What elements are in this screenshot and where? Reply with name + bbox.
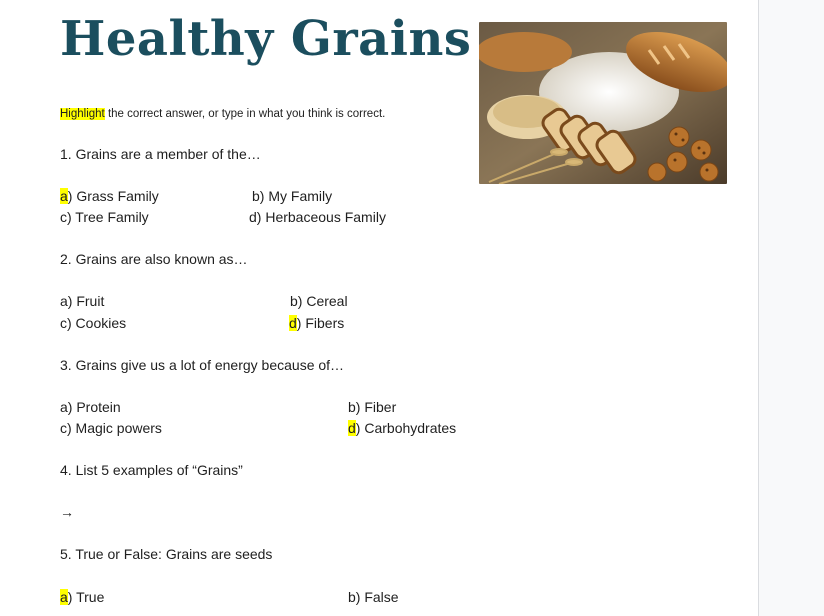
grains-bread-illustration (479, 22, 727, 184)
q2-d-letter-highlighted: d (289, 315, 297, 331)
q3-option-a: a) Protein (60, 399, 121, 415)
question-4: 4. List 5 examples of “Grains” (60, 462, 243, 478)
grains-bread-image[interactable] (479, 22, 727, 184)
q3-d-letter-highlighted: d (348, 420, 356, 436)
highlighted-word: Highlight (60, 108, 105, 120)
q3-option-c: c) Magic powers (60, 420, 162, 436)
q5-option-a-row (60, 588, 399, 606)
question-2: 2. Grains are also known as… (60, 251, 248, 267)
q4-answer-field[interactable]: → (60, 504, 74, 520)
q3-d-text: ) Carbohydrates (355, 420, 457, 436)
q1-option-c: c) Tree Family (60, 209, 149, 225)
q2-option-b: b) Cereal (290, 293, 348, 309)
q1-option-d: d) Herbaceous Family (249, 209, 386, 225)
q3-option-d (348, 419, 456, 437)
question-3: 3. Grains give us a lot of energy because of… (60, 357, 345, 373)
page-edge-divider (758, 0, 759, 616)
q1-option-a (60, 187, 333, 205)
instruction-rest: the correct answer, or type in what you think is correct. (104, 108, 386, 120)
question-1: 1. Grains are a member of the… (60, 146, 261, 162)
q3-option-a-row (60, 398, 397, 416)
q2-option-c: c) Cookies (60, 315, 127, 331)
q5-option-b: b) False (348, 589, 399, 605)
q1-option-b: b) My Family (252, 188, 333, 204)
q2-d-text: ) Fibers (296, 315, 345, 331)
q3-option-c-row (60, 419, 457, 437)
question-5: 5. True or False: Grains are seeds (60, 546, 273, 562)
q2-option-a-row (60, 292, 348, 310)
q3-option-b: b) Fiber (348, 399, 397, 415)
q2-option-c-row (60, 314, 345, 332)
instruction-text (60, 105, 385, 123)
page-title: Healthy Grains (60, 11, 472, 67)
q5-a-text: ) True (67, 589, 105, 605)
q2-option-a: a) Fruit (60, 293, 105, 309)
q1-a-letter-highlighted: a (60, 188, 68, 204)
q1-a-text: ) Grass Family (67, 188, 159, 204)
q2-option-d (289, 314, 344, 332)
q5-a-letter-highlighted: a (60, 589, 68, 605)
q1-option-c-row (60, 208, 386, 226)
